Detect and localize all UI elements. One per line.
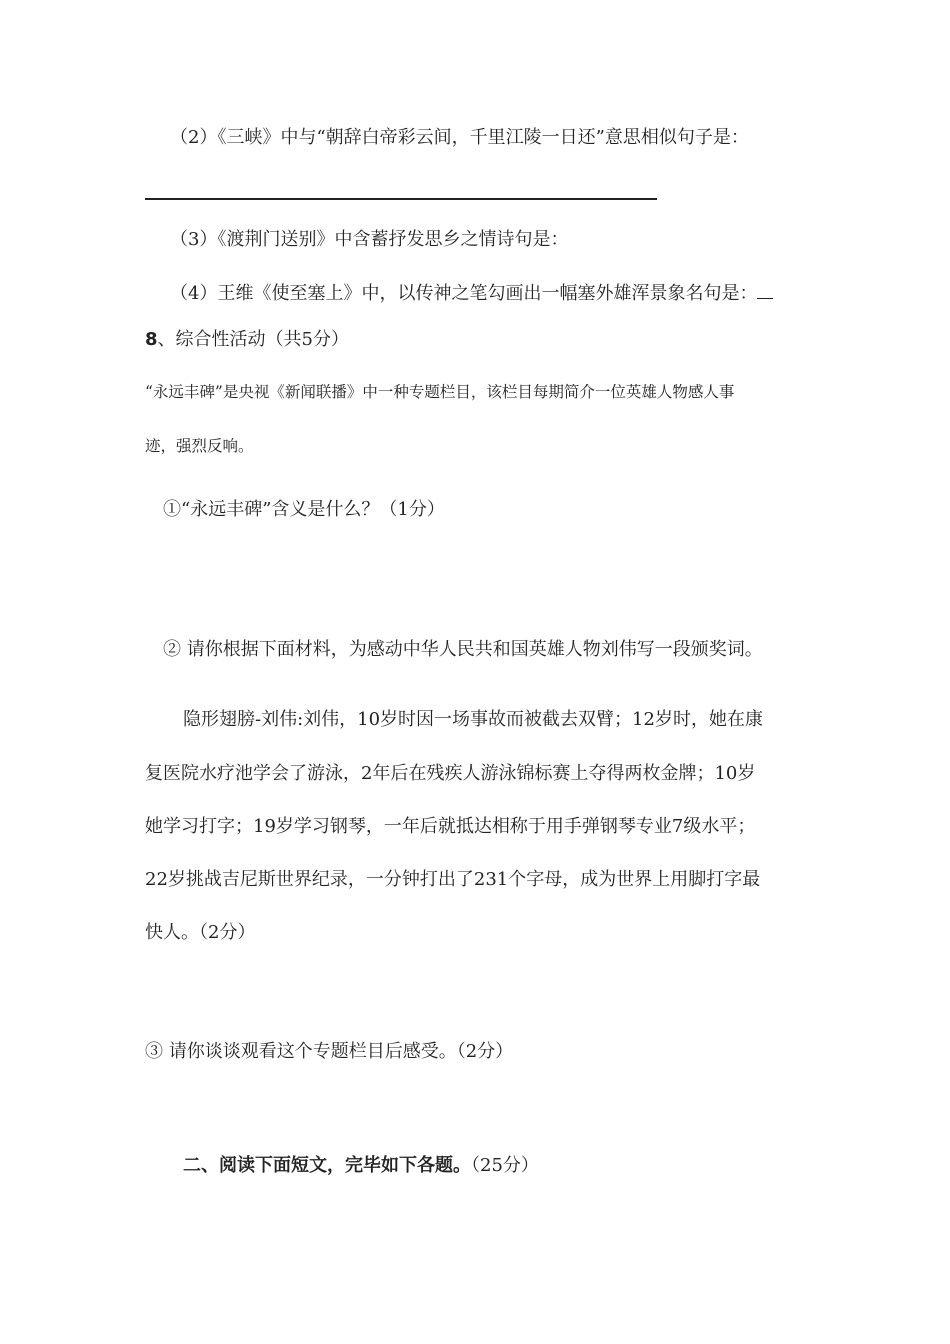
q8-intro-line1: “永远丰碑”是央视《新闻联播》中一种专题栏目，该栏目每期简介一位英雄人物感人事: [145, 383, 735, 401]
q7-item4-text: （4）王维《使至塞上》中，以传神之笔勾画出一幅塞外雄浑景象名句是：: [170, 283, 758, 304]
q8-title: 、综合性活动（共5分）: [157, 329, 349, 350]
q7-item2: （2）《三峡》中与“朝辞白帝彩云间，千里江陵一日还”意思相似句子是：: [170, 127, 749, 148]
q8-intro-line2: 迹，强烈反响。: [145, 437, 254, 455]
q8-heading: [145, 328, 349, 352]
q7-item2-answer-line[interactable]: [145, 198, 657, 200]
section2-score: （25分）: [471, 1155, 539, 1176]
q7-item3: （3）《渡荆门送别》中含蓄抒发思乡之情诗句是：: [170, 229, 569, 250]
q8-material-line1: 隐形翅膀-刘伟:刘伟，10岁时因一场事故而被截去双臂；12岁时，她在康: [183, 709, 763, 730]
q8-sub2: ② 请你根据下面材料，为感动中华人民共和国英雄人物刘伟写一段颁奖词。: [163, 639, 763, 660]
section2-heading: [183, 1154, 539, 1178]
q8-material-line4: 22岁挑战吉尼斯世界纪录，一分钟打出了231个字母，成为世界上用脚打字最: [145, 869, 761, 890]
q8-number: 8: [145, 329, 158, 350]
section2-heading-text: 二、阅读下面短文，完毕如下各题。: [183, 1155, 471, 1176]
q8-material-line2: 复医院水疗池学会了游泳，2年后在残疾人游泳锦标赛上夺得两枚金牌；10岁: [145, 763, 756, 784]
q8-sub3: ③ 请你谈谈观看这个专题栏目后感受。（2分）: [145, 1041, 514, 1062]
q7-item4-blank[interactable]: [757, 280, 773, 299]
q8-material-line3: 她学习打字；19岁学习钢琴，一年后就抵达相称于用手弹钢琴专业7级水平；: [145, 816, 756, 837]
q8-sub1: ①“永远丰碑”含义是什么？（1分）: [163, 499, 445, 520]
q8-material-line5: 快人。（2分）: [145, 922, 256, 943]
q7-item4: [170, 280, 773, 306]
